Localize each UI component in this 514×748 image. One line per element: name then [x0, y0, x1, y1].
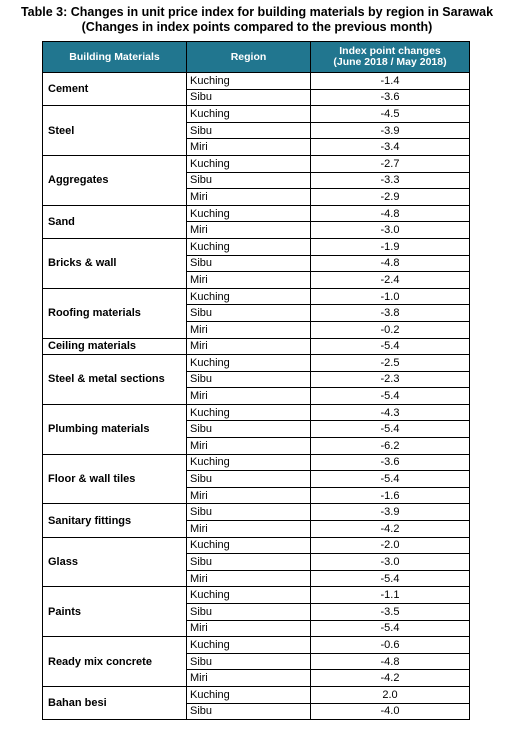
region-cell: Sibu	[187, 471, 311, 488]
region-cell: Sibu	[187, 255, 311, 272]
region-cell: Kuching	[187, 155, 311, 172]
index-change-cell: -4.5	[311, 106, 470, 123]
material-cell: Glass	[43, 537, 187, 587]
region-cell: Kuching	[187, 238, 311, 255]
table-row	[43, 355, 470, 372]
table-row	[43, 587, 470, 604]
index-change-cell: -4.2	[311, 670, 470, 687]
index-change-cell: -3.9	[311, 122, 470, 139]
index-change-cell: -4.0	[311, 703, 470, 720]
index-change-cell: -1.4	[311, 73, 470, 90]
header-building-materials: Building Materials	[43, 42, 187, 73]
header-region: Region	[187, 42, 311, 73]
material-cell: Ready mix concrete	[43, 637, 187, 687]
region-cell: Miri	[187, 570, 311, 587]
region-cell: Miri	[187, 222, 311, 239]
index-change-cell: -3.6	[311, 454, 470, 471]
material-cell: Paints	[43, 587, 187, 637]
region-cell: Sibu	[187, 703, 311, 720]
index-change-cell: -3.8	[311, 305, 470, 322]
index-change-cell: -1.0	[311, 288, 470, 305]
table-row	[43, 454, 470, 471]
material-cell: Bricks & wall	[43, 238, 187, 288]
material-cell: Floor & wall tiles	[43, 454, 187, 504]
index-change-cell: -4.8	[311, 205, 470, 222]
region-cell: Sibu	[187, 122, 311, 139]
index-change-cell: -6.2	[311, 438, 470, 455]
table-row	[43, 73, 470, 90]
region-cell: Sibu	[187, 653, 311, 670]
index-change-cell: -0.2	[311, 321, 470, 338]
index-change-cell: -1.1	[311, 587, 470, 604]
index-change-cell: -2.0	[311, 537, 470, 554]
material-cell: Steel	[43, 106, 187, 156]
material-cell: Roofing materials	[43, 288, 187, 338]
region-cell: Miri	[187, 338, 311, 355]
region-cell: Miri	[187, 487, 311, 504]
region-cell: Miri	[187, 620, 311, 637]
index-change-cell: -5.4	[311, 421, 470, 438]
material-cell: Sanitary fittings	[43, 504, 187, 537]
index-change-cell: -5.4	[311, 338, 470, 355]
index-change-cell: -3.0	[311, 222, 470, 239]
table-row	[43, 238, 470, 255]
material-cell: Bahan besi	[43, 686, 187, 719]
region-cell: Miri	[187, 521, 311, 538]
index-change-cell: -1.6	[311, 487, 470, 504]
index-change-cell: -2.5	[311, 355, 470, 372]
region-cell: Kuching	[187, 73, 311, 90]
index-change-cell: -3.4	[311, 139, 470, 156]
index-change-cell: -2.7	[311, 155, 470, 172]
material-cell: Steel & metal sections	[43, 355, 187, 405]
index-change-cell: -3.0	[311, 554, 470, 571]
region-cell: Kuching	[187, 587, 311, 604]
region-cell: Miri	[187, 438, 311, 455]
region-cell: Kuching	[187, 404, 311, 421]
region-cell: Miri	[187, 272, 311, 289]
region-cell: Kuching	[187, 537, 311, 554]
region-cell: Sibu	[187, 371, 311, 388]
table-title	[0, 0, 514, 35]
region-cell: Miri	[187, 189, 311, 206]
region-cell: Kuching	[187, 205, 311, 222]
header-change-line-1: Index point changes	[339, 45, 441, 57]
index-change-cell: -1.9	[311, 238, 470, 255]
region-cell: Miri	[187, 321, 311, 338]
title-line-2: (Changes in index points compared to the previous month)	[81, 20, 433, 34]
index-change-cell: -3.3	[311, 172, 470, 189]
region-cell: Miri	[187, 139, 311, 156]
region-cell: Sibu	[187, 504, 311, 521]
header-change-line-2: (June 2018 / May 2018)	[333, 56, 447, 68]
index-change-cell: -3.9	[311, 504, 470, 521]
price-index-table	[42, 41, 470, 720]
material-cell: Ceiling materials	[43, 338, 187, 355]
index-change-cell: -2.3	[311, 371, 470, 388]
table-row	[43, 106, 470, 123]
table-row	[43, 155, 470, 172]
header-index-point-changes	[311, 42, 470, 73]
table-row	[43, 504, 470, 521]
title-line-1: Table 3: Changes in unit price index for building materials by region in Sarawak	[20, 5, 494, 19]
table-row	[43, 404, 470, 421]
table-row	[43, 338, 470, 355]
region-cell: Sibu	[187, 305, 311, 322]
table-body	[43, 73, 470, 720]
index-change-cell: -4.8	[311, 255, 470, 272]
table-row	[43, 637, 470, 654]
index-change-cell: -3.6	[311, 89, 470, 106]
table-row	[43, 205, 470, 222]
region-cell: Kuching	[187, 454, 311, 471]
region-cell: Miri	[187, 670, 311, 687]
index-change-cell: -3.5	[311, 604, 470, 621]
index-change-cell: -4.8	[311, 653, 470, 670]
material-cell: Sand	[43, 205, 187, 238]
region-cell: Kuching	[187, 106, 311, 123]
region-cell: Sibu	[187, 604, 311, 621]
region-cell: Sibu	[187, 172, 311, 189]
table-row	[43, 288, 470, 305]
index-change-cell: 2.0	[311, 686, 470, 703]
index-change-cell: -4.2	[311, 521, 470, 538]
region-cell: Sibu	[187, 421, 311, 438]
region-cell: Miri	[187, 388, 311, 405]
table-row	[43, 537, 470, 554]
header-row	[43, 42, 470, 73]
region-cell: Kuching	[187, 355, 311, 372]
index-change-cell: -5.4	[311, 388, 470, 405]
material-cell: Cement	[43, 73, 187, 106]
index-change-cell: -0.6	[311, 637, 470, 654]
material-cell: Aggregates	[43, 155, 187, 205]
region-cell: Sibu	[187, 554, 311, 571]
table-row	[43, 686, 470, 703]
region-cell: Kuching	[187, 686, 311, 703]
region-cell: Kuching	[187, 288, 311, 305]
index-change-cell: -5.4	[311, 471, 470, 488]
index-change-cell: -5.4	[311, 570, 470, 587]
index-change-cell: -2.9	[311, 189, 470, 206]
index-change-cell: -2.4	[311, 272, 470, 289]
region-cell: Sibu	[187, 89, 311, 106]
material-cell: Plumbing materials	[43, 404, 187, 454]
index-change-cell: -5.4	[311, 620, 470, 637]
region-cell: Kuching	[187, 637, 311, 654]
index-change-cell: -4.3	[311, 404, 470, 421]
